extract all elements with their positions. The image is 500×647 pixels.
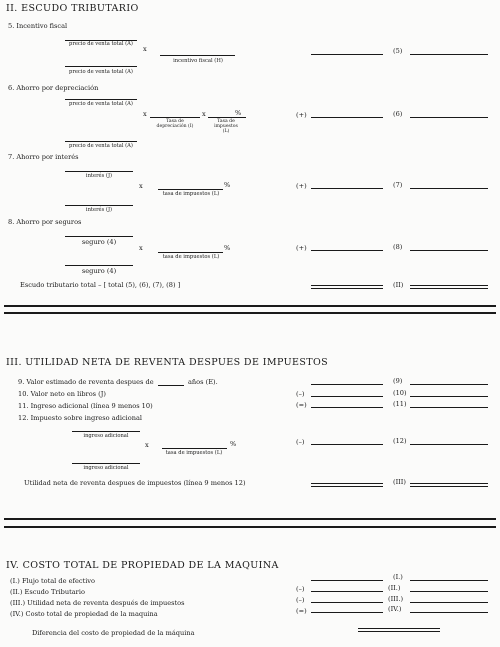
ref-10: (10) — [393, 389, 407, 397]
utilidad-neta-label: Utilidad neta de reventa despues de impuestos (línea 9 menos 12) — [24, 479, 246, 487]
percent-sign: % — [230, 440, 237, 448]
answer-line[interactable] — [311, 444, 383, 445]
blank-line[interactable] — [65, 99, 137, 100]
answer-line[interactable] — [311, 188, 383, 189]
section-divider — [4, 518, 496, 520]
blank-line[interactable] — [72, 463, 140, 464]
answer-double-line — [410, 288, 488, 289]
blank-line[interactable] — [158, 252, 223, 253]
fraction-numerator: interés (J) — [85, 173, 113, 179]
fraction-denominator: precio de venta total (A) — [69, 69, 133, 75]
section-divider — [4, 312, 496, 314]
diferencia-label: Diferencia del costo de propiedad de la máquina — [32, 629, 195, 637]
answer-line[interactable] — [410, 602, 488, 603]
sign-minus: (–) — [296, 390, 305, 398]
item-12-label: 12. Impuesto sobre ingreso adicional — [18, 414, 143, 422]
answer-double-line — [311, 486, 383, 487]
multiply-sign: x — [202, 110, 206, 118]
answer-line[interactable] — [311, 591, 383, 592]
row-iii-label: (III.) Utilidad neta de reventa después de impuestos — [10, 599, 185, 607]
ref-iii-iv: (III.) — [388, 595, 404, 603]
fraction-denominator: interés (J) — [85, 207, 113, 213]
ref-iii: (III) — [393, 478, 406, 486]
escudo-total-label: Escudo tributario total – [ total (5), (6), (7), (8) ] — [20, 281, 181, 289]
percent-sign: % — [235, 109, 242, 117]
answer-line[interactable] — [311, 580, 383, 581]
answer-line[interactable] — [410, 580, 488, 581]
fraction-denominator: precio de venta total (A) — [69, 41, 133, 47]
section-iii-title: III. UTILIDAD NETA DE REVENTA DESPUES DE IMPUESTOS — [6, 357, 329, 368]
blank-line[interactable] — [208, 117, 246, 118]
tasa-impuestos-label: tasa de impuestos (L) — [165, 450, 223, 456]
answer-line[interactable] — [311, 54, 383, 55]
blank-line[interactable] — [65, 236, 133, 237]
blank-line[interactable] — [65, 66, 137, 67]
item-10-label: 10. Valor neto en libros (J) — [18, 390, 106, 398]
answer-double-line — [311, 288, 383, 289]
answer-line[interactable] — [311, 483, 383, 484]
blank-line[interactable] — [150, 117, 200, 118]
blank-line[interactable] — [65, 265, 133, 266]
ref-11: (11) — [393, 400, 407, 408]
answer-line[interactable] — [410, 591, 488, 592]
answer-line[interactable] — [410, 54, 488, 55]
answer-line[interactable] — [358, 628, 440, 629]
fraction-numerator: ingreso adicional — [83, 433, 129, 439]
row-iv-label: (IV.) Costo total de propiedad de la maquina — [10, 610, 158, 618]
blank-line[interactable] — [65, 205, 133, 206]
answer-line[interactable] — [311, 407, 383, 408]
answer-line[interactable] — [311, 612, 383, 613]
sign-plus: (+) — [296, 111, 307, 119]
section-iv-title: IV. COSTO TOTAL DE PROPIEDAD DE LA MAQUINA — [6, 560, 279, 571]
blank-line[interactable] — [65, 171, 133, 172]
tasa-impuestos-label: tasa de impuestos (L) — [162, 191, 220, 197]
ref-7: (7) — [393, 181, 403, 189]
multiply-sign: x — [143, 45, 147, 53]
ref-9: (9) — [393, 377, 403, 385]
item-8-label: 8. Ahorro por seguros — [8, 218, 82, 226]
sign-equals: (=) — [296, 607, 307, 615]
row-i-label: (I.) Flujo total de efectivo — [10, 577, 95, 585]
item-11-label: 11. Ingreso adicional (línea 9 menos 10) — [18, 402, 153, 410]
answer-line[interactable] — [311, 396, 383, 397]
years-input-line[interactable] — [158, 385, 184, 386]
fraction-denominator: seguro (4) — [81, 267, 117, 275]
tasa-impuestos-label: Tasa de impuestos (L) — [214, 119, 238, 134]
answer-line[interactable] — [311, 602, 383, 603]
multiply-sign: x — [139, 244, 143, 252]
blank-line[interactable] — [158, 189, 223, 190]
multiply-sign: x — [145, 441, 149, 449]
item-7-label: 7. Ahorro por interés — [8, 153, 79, 161]
fraction-denominator: precio de venta total (A) — [69, 143, 133, 149]
answer-double-line — [358, 631, 440, 632]
answer-line[interactable] — [410, 444, 488, 445]
answer-line[interactable] — [410, 285, 488, 286]
answer-double-line — [410, 486, 488, 487]
ref-i: (I.) — [393, 573, 403, 581]
tasa-impuestos-label: tasa de impuestos (L) — [162, 254, 220, 260]
item-6-label: 6. Ahorro por depreciación — [8, 84, 99, 92]
item-5-label: 5. Incentivo fiscal — [8, 22, 68, 30]
answer-line[interactable] — [410, 188, 488, 189]
sign-minus: (–) — [296, 596, 305, 604]
multiply-sign: x — [143, 110, 147, 118]
sign-minus: (–) — [296, 585, 305, 593]
ref-ii-iv: (II.) — [388, 584, 401, 592]
ref-12: (12) — [393, 437, 407, 445]
answer-line[interactable] — [410, 384, 488, 385]
multiply-sign: x — [139, 182, 143, 190]
answer-line[interactable] — [311, 384, 383, 385]
ref-iv: (IV.) — [388, 605, 402, 613]
answer-line[interactable] — [410, 612, 488, 613]
blank-line[interactable] — [162, 448, 227, 449]
item-9-after: años (E). — [188, 378, 218, 386]
blank-line[interactable] — [65, 141, 137, 142]
sign-plus: (+) — [296, 182, 307, 190]
answer-line[interactable] — [311, 250, 383, 251]
percent-sign: % — [224, 181, 231, 189]
fraction-label: incentivo fiscal (H) — [173, 58, 223, 64]
blank-line[interactable] — [72, 431, 140, 432]
tasa-depreciacion-label: Tasa de depreciación (I) — [156, 119, 194, 129]
sign-plus: (+) — [296, 244, 307, 252]
answer-line[interactable] — [311, 285, 383, 286]
answer-line[interactable] — [410, 396, 488, 397]
ref-ii: (II) — [393, 281, 404, 289]
ref-5: (5) — [393, 47, 403, 55]
section-ii-title: II. ESCUDO TRIBUTARIO — [6, 3, 139, 14]
section-divider — [4, 526, 496, 528]
ref-6: (6) — [393, 110, 403, 118]
fraction-denominator: ingreso adicional — [83, 465, 129, 471]
sign-minus: (–) — [296, 438, 305, 446]
row-ii-label: (II.) Escudo Tributario — [10, 588, 85, 596]
section-divider — [4, 305, 496, 307]
fraction-numerator: seguro (4) — [81, 238, 117, 246]
answer-line[interactable] — [311, 117, 383, 118]
blank-line[interactable] — [160, 55, 235, 56]
answer-line[interactable] — [410, 250, 488, 251]
ref-8: (8) — [393, 243, 403, 251]
fraction-numerator: precio de venta total (A) — [69, 101, 133, 107]
percent-sign: % — [224, 244, 231, 252]
answer-line[interactable] — [410, 117, 488, 118]
answer-line[interactable] — [410, 407, 488, 408]
answer-line[interactable] — [410, 483, 488, 484]
item-9-label: 9. Valor estimado de reventa despues de — [18, 378, 154, 386]
sign-equals: (=) — [296, 401, 307, 409]
